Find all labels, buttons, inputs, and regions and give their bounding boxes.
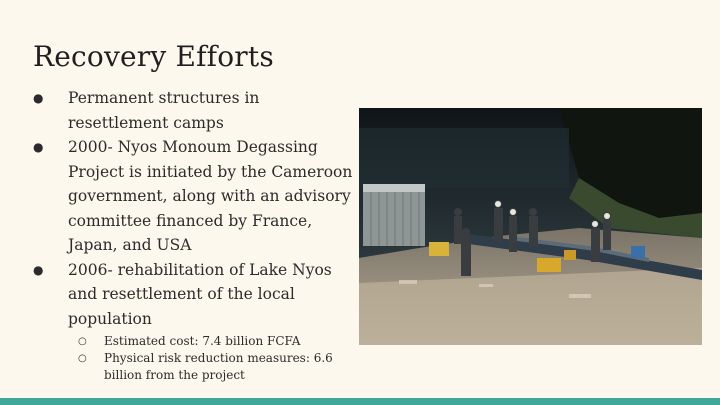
- bullet-list: [30, 86, 360, 384]
- bullet-dot-icon: ●: [33, 91, 44, 105]
- bullet-text: Permanent structures in resettlement camps: [68, 89, 260, 132]
- bullet-item: [30, 258, 360, 332]
- bullet-item: [30, 86, 360, 135]
- degassing-site-photo: [359, 108, 702, 345]
- bullet-ring-icon: ○: [78, 336, 87, 347]
- sub-bullet-text: Physical risk reduction measures: 6.6 billion from the project: [104, 351, 333, 382]
- sub-bullet-text: Estimated cost: 7.4 billion FCFA: [104, 334, 301, 348]
- bullet-item: [30, 135, 360, 258]
- slide-title: Recovery Efforts: [33, 40, 274, 73]
- accent-bar: [0, 398, 720, 405]
- bullet-dot-icon: ●: [33, 262, 44, 277]
- bullet-dot-icon: ●: [33, 140, 44, 154]
- sub-bullet-list: [30, 333, 360, 384]
- bullet-ring-icon: ○: [78, 353, 87, 364]
- sub-bullet-item: [30, 333, 360, 350]
- sub-bullet-item: [30, 350, 360, 384]
- bullet-text: 2006- rehabilitation of Lake Nyos and resettlement of the local population: [68, 260, 332, 328]
- bullet-text: 2000- Nyos Monoum Degassing Project is initiated by the Cameroon government, along with an advisory committee financed by France, Japan, and USA: [68, 138, 353, 254]
